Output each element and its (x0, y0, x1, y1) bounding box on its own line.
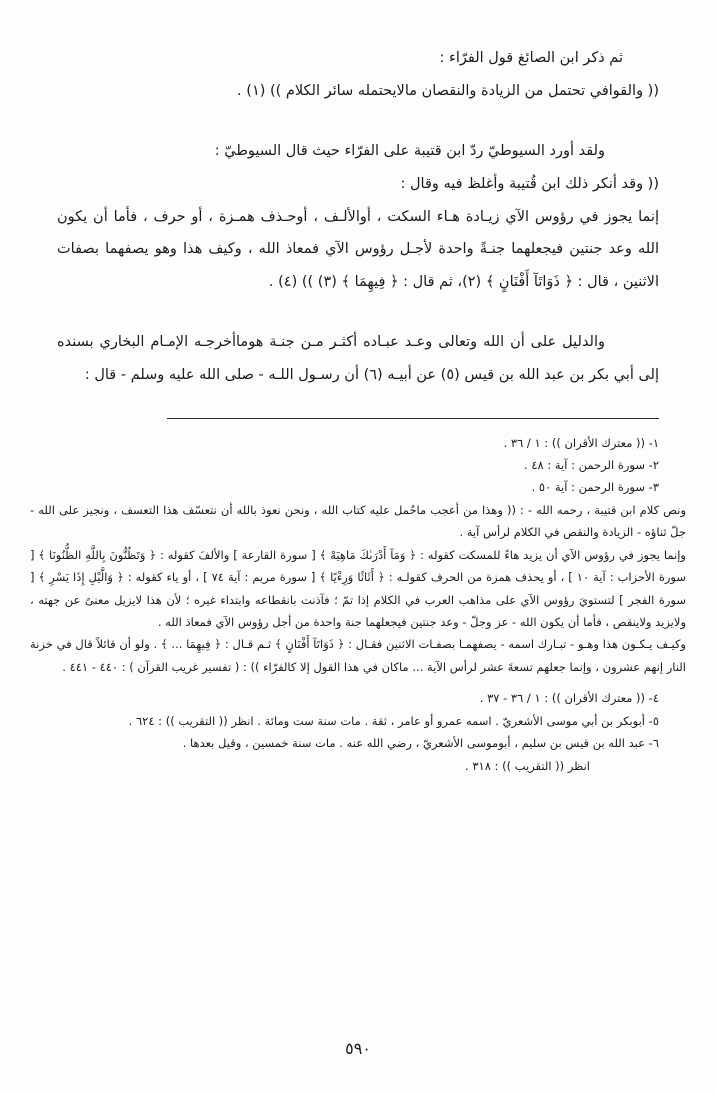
footnote: ٤- (( معترك الأقران )) : ١ / ٣٦ - ٣٧ . (479, 691, 659, 706)
body-paragraph: إنما يجوز في رؤوس الآي زيـادة هـاء السكت ، أوالألـف ، أوحـذف همـزة ، أو حرف ، فأما أن يكون الله وعد جنتين فيجعلهما جنـةً واحدة لأجـل رؤوس الآي فمعاذ الله ، وكيف هذا وهو يصفهما بصفات الاثنين ، قال : ﴿ ذَوَاتَآ أَفْنَانٍ ﴾ (٢)، ثم قال : ﴿ فِيهِمَا ﴾ (٣) )) (٤) . (57, 208, 659, 290)
main-text (0, 0, 716, 392)
footnote-extended: ونص كلام ابن قتيبة ، رحمه الله - : (( وهذا من أعجب ماحُمل عليه كتاب الله ، ونحن نعوذ بالله أن نتعسّف هذا التعسف ، ونجيز على الله - جلّ ثناؤه - الزيادة والنقص في الكلام لرأس آية . (30, 502, 686, 540)
body-paragraph: والدليل على أن الله وتعالى وعـد عبـاده أكثـر مـن جنـة هوماأخرجـه الإمـام البخاري بسنده إلى أبي بكر بن عبد الله بن قيس (٥) عن أبيـه (٦) أن رسـول اللـه - صلى الله عليه وسلم - قال : (57, 334, 659, 383)
footnote-extended: وإنما يجوز في رؤوس الآي أن يزيد هاءً للمسكت كقوله : ﴿ وَمَآ أَدْرَىٰكَ مَاهِيَهْ ﴾ [ سورة القارعة ] والألفَ كقوله : ﴿ وَتَظُنُّونَ بِاللَّهِ الظُّنُونَا ﴾ [ سورة الأحزاب : آية ١٠ ] ، أو يحذف همزة من الحرف كقولـه : ﴿ أَثَاثًا وَرِءْيًا ﴾ [ سورة مريم : آية ٧٤ ] ، أو ياء كقوله : ﴿ وَالَّيْلِ إِذَا يَسْرِ ﴾ [ سورة الفجر ] لتستويَ رؤوس الآي على مذاهب العرب في الكلام إذا تمّ ؛ فآذنت بانقطاعه وابتداء غيره ؛ لأن هذا لايزيل معنىً عن جهته ، ولايزيد ولاينقص ، فأما أن يكون الله - عز وجلّ - وعد جنتين فيجعلهما جنة واحدة من أجل رؤوس الآي فمعاذ الله . (30, 547, 686, 629)
body-paragraph: ثم ذكر ابن الصائغ قول الفرّاء : (439, 50, 623, 66)
footnote-extended: وكيـف يـكـون هذا وهـو - تبـارك اسمه - يصفهمـا بصفـات الاثنين فقـال : ﴿ ذَوَاتَآ أَفْنَانٍ ﴾ ثـم قـال : ﴿ فِيهِمَا ... ﴾ . ولو أن قائلاً قال في خزنة النار إنهم عشرون ، وإنما جعلهم تسعةَ عشر لرأس الآية ... ماكان في هذا القول إلا كالفرّاء )) : ( تفسير غريب القرآن ) : ٤٤٠ - ٤٤١ . (30, 637, 686, 674)
footnote: ١- (( معترك الأقران )) : ١ / ٣٦ . (503, 435, 659, 450)
page-number: ٥٩٠ (345, 1039, 371, 1058)
footnotes-section (0, 419, 716, 777)
body-paragraph: (( وقد أنكر ذلك ابن قُتيبة وأغلظ فيه وقال : (400, 175, 659, 192)
body-paragraph: ولقد أورد السيوطيّ ردّ ابن قتيبة على الفرّاء حيث قال السيوطيّ : (214, 143, 605, 160)
footnote: ٣- سورة الرحمن : آية ٥٠ . (531, 480, 659, 495)
footnote: ٦- عبد الله بن قيس بن سليم ، أبوموسى الأشعريّ ، رضي الله عنه . مات سنة خمسين ، وقيل بعدها . (182, 736, 659, 751)
footnote-continuation: انظر (( التقريب )) : ٣١٨ . (465, 758, 590, 773)
footnote: ٥- أبوبكر بن أبي موسى الأشعريّ . اسمه عمرو أو عامر ، ثقة . مات سنة ست ومائة . انظر (( التقريب )) : ٦٢٤ . (128, 713, 659, 728)
footnote: ٢- سورة الرحمن : آية : ٤٨ . (524, 458, 659, 473)
body-paragraph: (( والقوافي تحتمل من الزيادة والنقصان مالايحتمله سائر الكلام )) (١) . (237, 82, 659, 99)
